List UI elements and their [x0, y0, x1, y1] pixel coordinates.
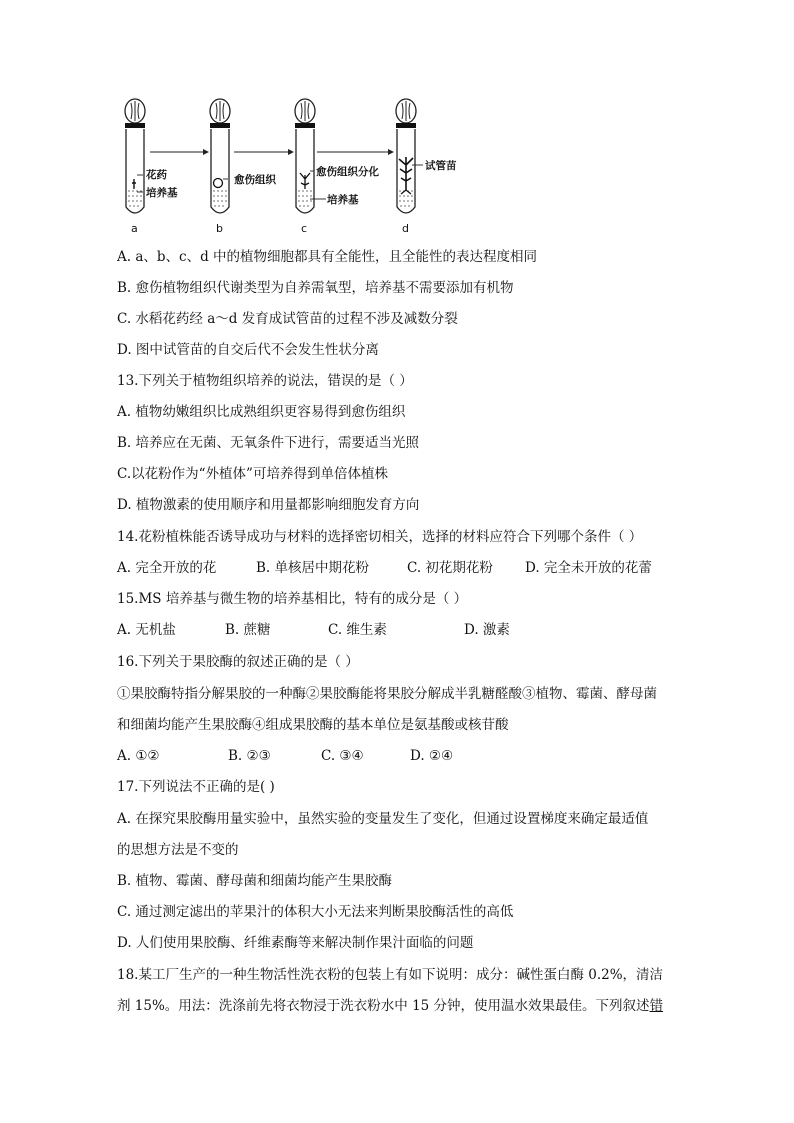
q13-option-d: D. 植物激素的使用顺序和用量都影响细胞发育方向: [117, 497, 420, 513]
q15-option-d: D. 激素: [464, 622, 510, 638]
q15-option-c: C. 维生素: [328, 622, 387, 638]
q16-option-b: B. ②③: [228, 748, 271, 764]
label-callus-differentiation: 愈伤组织分化: [316, 166, 379, 178]
q18-stem-line-2: [117, 996, 663, 1016]
q17-option-c: C. 通过测定滤出的苹果汁的体积大小无法来判断果胶酶活性的高低: [117, 904, 514, 920]
label-callus: 愈伤组织: [234, 174, 276, 186]
q12-option-a: A. a、b、c、d 中的植物细胞都具有全能性，且全能性的表达程度相同: [117, 249, 538, 265]
q12-option-c: C. 水稻花药经 a～d 发育成试管苗的过程不涉及减数分裂: [117, 311, 458, 327]
q13-option-b: B. 培养应在无菌、无氧条件下进行，需要适当光照: [117, 435, 420, 451]
test-tube-c: [295, 99, 326, 213]
q16-options: [117, 746, 477, 766]
q14-option-a: A. 完全开放的花: [117, 560, 217, 576]
q17-option-d: D. 人们使用果胶酶、纤维素酶等来解决制作果汁面临的问题: [117, 935, 474, 951]
q14-option-b: B. 单核居中期花粉: [256, 560, 370, 576]
q17-option-a-line-2: 的思想方法是不变的: [117, 842, 239, 858]
q16-statement-line-2: 和细菌均能产生果胶酶④组成果胶酶的基本单位是氨基酸或核苷酸: [117, 717, 509, 733]
q13-option-c: C.以花粉作为“外植体”可培养得到单倍体植株: [117, 466, 388, 482]
test-tube-b: [210, 99, 230, 213]
tube-letter-d: d: [402, 222, 409, 235]
q17-option-b: B. 植物、霉菌、酵母菌和细菌均能产生果胶酶: [117, 873, 393, 889]
q12-option-b: B. 愈伤植物组织代谢类型为自养需氧型，培养基不需要添加有机物: [117, 280, 514, 296]
q16-stem: 16.下列关于果胶酶的叙述正确的是（ ）: [117, 654, 359, 670]
q15-option-a: A. 无机盐: [117, 622, 176, 638]
q18-stem-line-1: 18.某工厂生产的一种生物活性洗衣粉的包装上有如下说明：成分：碱性蛋白酶 0.2%，清洁: [117, 967, 664, 983]
q13-stem: 13.下列关于植物组织培养的说法，错误的是（ ）: [117, 373, 413, 389]
test-tube-a: [125, 99, 145, 213]
label-anther: 花药: [146, 169, 167, 181]
test-tube-d: [396, 99, 423, 213]
tube-letter-c: c: [301, 222, 308, 235]
q16-statement-line-1: ①果胶酶特指分解果胶的一种酶②果胶酶能将果胶分解成半乳糖醛酸③植物、霉菌、酵母菌: [117, 686, 657, 702]
q17-stem: 17.下列说法不正确的是( ): [117, 779, 275, 795]
q16-option-d: D. ②④: [410, 748, 454, 764]
q14-option-d: D. 完全未开放的花蕾: [525, 560, 652, 576]
tube-letter-b: b: [216, 222, 223, 235]
q14-stem: 14.花粉植株能否诱导成功与材料的选择密切相关，选择的材料应符合下列哪个条件（ ）: [117, 529, 643, 545]
q15-stem: 15.MS 培养基与微生物的培养基相比，特有的成分是（ ）: [117, 591, 468, 607]
label-plantlet: 试管苗: [425, 160, 457, 172]
q14-options: [117, 558, 677, 578]
q12-option-d: D. 图中试管苗的自交后代不会发生性状分离: [117, 342, 379, 358]
label-medium-a: 培养基: [146, 187, 178, 199]
q16-option-a: A. ①②: [117, 748, 160, 764]
q18-underlined-word: 错: [649, 998, 664, 1014]
q16-option-c: C. ③④: [321, 748, 364, 764]
tube-letter-a: a: [131, 222, 138, 235]
q13-option-a: A. 植物幼嫩组织比成熟组织更容易得到愈伤组织: [117, 404, 406, 420]
q15-options: [117, 620, 537, 640]
q18-stem-line-2-text: 剂 15%。用法：洗涤前先将衣物浸于洗衣粉水中 15 分钟，使用温水效果最佳。下列叙述: [117, 998, 650, 1014]
label-medium-c: 培养基: [327, 194, 359, 206]
tissue-culture-figure: [110, 95, 490, 235]
q15-option-b: B. 蔗糖: [225, 622, 271, 638]
q17-option-a-line-1: A. 在探究果胶酶用量实验中，虽然实验的变量发生了变化，但通过设置梯度来确定最适值: [117, 811, 649, 827]
q14-option-c: C. 初花期花粉: [407, 560, 493, 576]
